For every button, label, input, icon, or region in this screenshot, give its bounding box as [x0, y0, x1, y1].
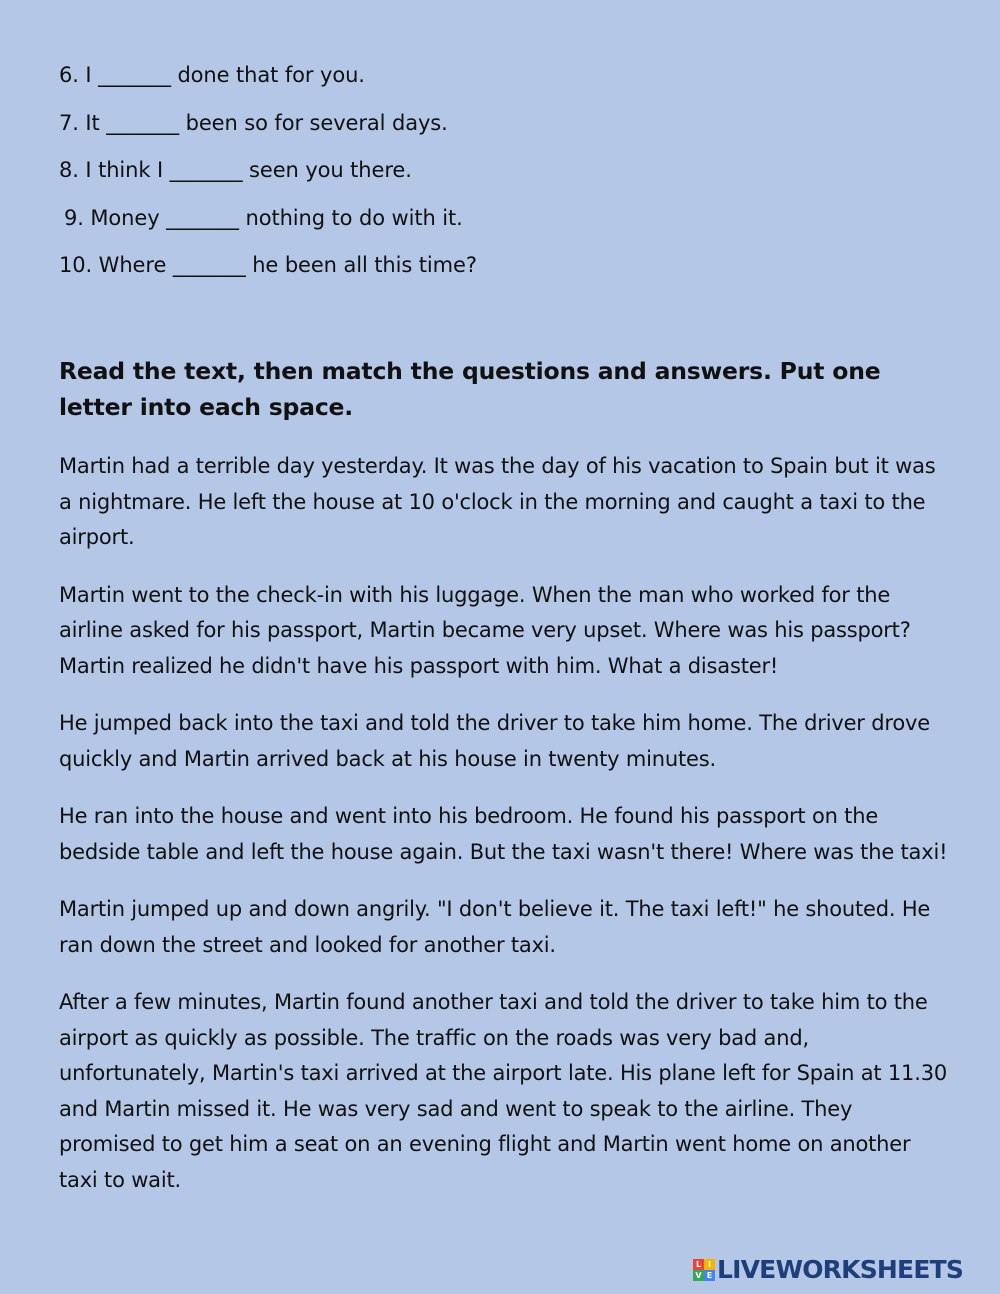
logo-mark-letter-i: I — [704, 1259, 715, 1270]
exercise-item-9: 9. Money _______ nothing to do with it. — [64, 205, 463, 230]
exercise-item-8: 8. I think I _______ seen you there. — [59, 158, 412, 182]
story-paragraph-5: Martin jumped up and down angrily. "I don't believe it. The taxi left!" he shouted. He ran down the street and looked for another taxi. — [59, 897, 931, 957]
logo-mark-letter-v: V — [693, 1270, 704, 1281]
reading-story — [59, 449, 949, 1220]
story-paragraph-3: He jumped back into the taxi and told the driver to take him home. The driver drove quickly and Martin arrived back at his house in twenty minutes. — [59, 711, 930, 771]
exercise-item-10: 10. Where _______ he been all this time? — [59, 253, 477, 277]
story-paragraph-4: He ran into the house and went into his bedroom. He found his passport on the bedside table and left the house again. But the taxi wasn't there! Where was the taxi! — [59, 804, 948, 864]
worksheet-page — [59, 56, 959, 1192]
logo-mark-letter-e: E — [704, 1270, 715, 1281]
liveworksheets-logo-text: LIVEWORKSHEETS — [717, 1255, 964, 1284]
story-paragraph-2: Martin went to the check-in with his luggage. When the man who worked for the airline asked for his passport, Martin became very upset. Where was his passport? Martin realized he didn't have his passport with him. What a disaster! — [59, 582, 911, 678]
fill-in-exercise-list — [59, 56, 959, 284]
liveworksheets-logo[interactable] — [693, 1255, 963, 1285]
story-paragraph-6: After a few minutes, Martin found another taxi and told the driver to take him to the airport as quickly as possible. The traffic on the roads was very bad and, unfortunately, Martin's taxi arrived at the airport late. His plane left for Spain at 11.30 and Martin missed it. He was very sad and went to speak to the airline. They promised to get him a seat on an evening flight and Martin went home on another taxi to wait. — [59, 990, 948, 1192]
liveworksheets-logo-icon — [693, 1259, 715, 1281]
reading-instruction-heading: Read the text, then match the questions and answers. Put one letter into each space. — [59, 357, 881, 421]
story-paragraph-1: Martin had a terrible day yesterday. It was the day of his vacation to Spain but it was a nightmare. He left the house at 10 o'clock in the morning and caught a taxi to the airport. — [59, 454, 936, 549]
logo-mark-letter-l: L — [693, 1259, 704, 1270]
exercise-item-7: 7. It _______ been so for several days. — [59, 110, 448, 135]
exercise-item-6: 6. I _______ done that for you. — [59, 63, 365, 87]
